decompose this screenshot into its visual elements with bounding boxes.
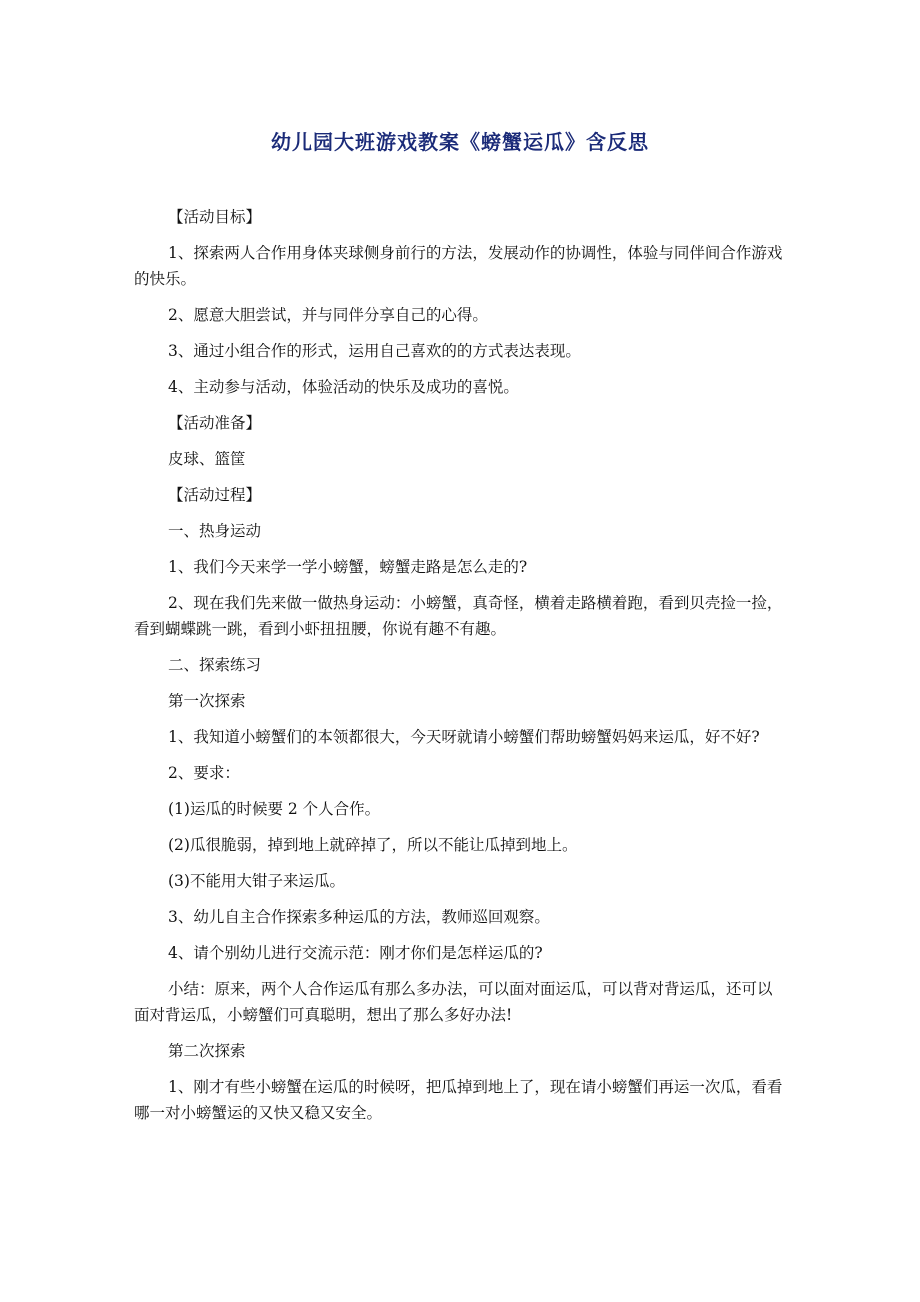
paragraph-text: (3)不能用大钳子来运瓜。 bbox=[168, 872, 345, 890]
paragraph-text: 2、现在我们先来做一做热身运动：小螃蟹，真奇怪，横着走路横着跑，看到贝壳捡一捡，看到蝴蝶跳一跳，看到小虾扭扭腰，你说有趣不有趣。 bbox=[134, 594, 783, 638]
document-body bbox=[134, 204, 786, 1126]
paragraph bbox=[134, 590, 786, 642]
paragraph-text: 【活动准备】 bbox=[168, 414, 262, 432]
paragraph-text: 二、探索练习 bbox=[168, 656, 262, 674]
paragraph-text: 第二次探索 bbox=[168, 1042, 246, 1060]
paragraph-text: 小结：原来，两个人合作运瓜有那么多办法，可以面对面运瓜，可以背对背运瓜，还可以面对背运瓜，小螃蟹们可真聪明，想出了那么多好办法! bbox=[134, 980, 773, 1024]
paragraph-text: 皮球、篮筐 bbox=[168, 450, 246, 468]
paragraph bbox=[134, 1038, 786, 1064]
paragraph bbox=[134, 760, 786, 786]
document-title: 幼儿园大班游戏教案《螃蟹运瓜》含反思 bbox=[271, 130, 649, 154]
paragraph bbox=[134, 724, 786, 750]
paragraph bbox=[134, 240, 786, 292]
paragraph bbox=[134, 518, 786, 544]
paragraph-text: 【活动过程】 bbox=[168, 486, 262, 504]
heading-activity-goals bbox=[134, 204, 786, 230]
paragraph-text: 3、幼儿自主合作探索多种运瓜的方法，教师巡回观察。 bbox=[168, 908, 550, 926]
paragraph bbox=[134, 374, 786, 400]
paragraph-text: 2、要求： bbox=[168, 764, 240, 782]
paragraph-text: 4、请个别幼儿进行交流示范：刚才你们是怎样运瓜的? bbox=[168, 944, 543, 962]
paragraph bbox=[134, 338, 786, 364]
paragraph bbox=[134, 302, 786, 328]
paragraph bbox=[134, 868, 786, 894]
paragraph-text: 3、通过小组合作的形式，运用自己喜欢的的方式表达表现。 bbox=[168, 342, 581, 360]
paragraph-text: (1)运瓜的时候要 2 个人合作。 bbox=[168, 800, 381, 818]
paragraph bbox=[134, 940, 786, 966]
paragraph bbox=[134, 688, 786, 714]
paragraph bbox=[134, 976, 786, 1028]
paragraph-text: 1、探索两人合作用身体夹球侧身前行的方法，发展动作的协调性，体验与同伴间合作游戏的快乐。 bbox=[134, 244, 783, 288]
paragraph bbox=[134, 796, 786, 822]
paragraph-text: 一、热身运动 bbox=[168, 522, 262, 540]
paragraph bbox=[134, 554, 786, 580]
paragraph-text: 1、我们今天来学一学小螃蟹，螃蟹走路是怎么走的? bbox=[168, 558, 528, 576]
paragraph bbox=[134, 1074, 786, 1126]
paragraph-text: (2)瓜很脆弱，掉到地上就碎掉了，所以不能让瓜掉到地上。 bbox=[168, 836, 578, 854]
paragraph bbox=[134, 904, 786, 930]
heading-activity-prep bbox=[134, 410, 786, 436]
paragraph-text: 第一次探索 bbox=[168, 692, 246, 710]
paragraph-text: 1、刚才有些小螃蟹在运瓜的时候呀，把瓜掉到地上了，现在请小螃蟹们再运一次瓜，看看哪一对小螃蟹运的又快又稳又安全。 bbox=[134, 1078, 783, 1122]
heading-activity-process bbox=[134, 482, 786, 508]
paragraph bbox=[134, 652, 786, 678]
paragraph bbox=[134, 446, 786, 472]
paragraph bbox=[134, 832, 786, 858]
paragraph-text: 【活动目标】 bbox=[168, 208, 262, 226]
paragraph-text: 2、愿意大胆尝试，并与同伴分享自己的心得。 bbox=[168, 306, 488, 324]
paragraph-text: 4、主动参与活动，体验活动的快乐及成功的喜悦。 bbox=[168, 378, 519, 396]
paragraph-text: 1、我知道小螃蟹们的本领都很大，今天呀就请小螃蟹们帮助螃蟹妈妈来运瓜，好不好? bbox=[168, 728, 760, 746]
